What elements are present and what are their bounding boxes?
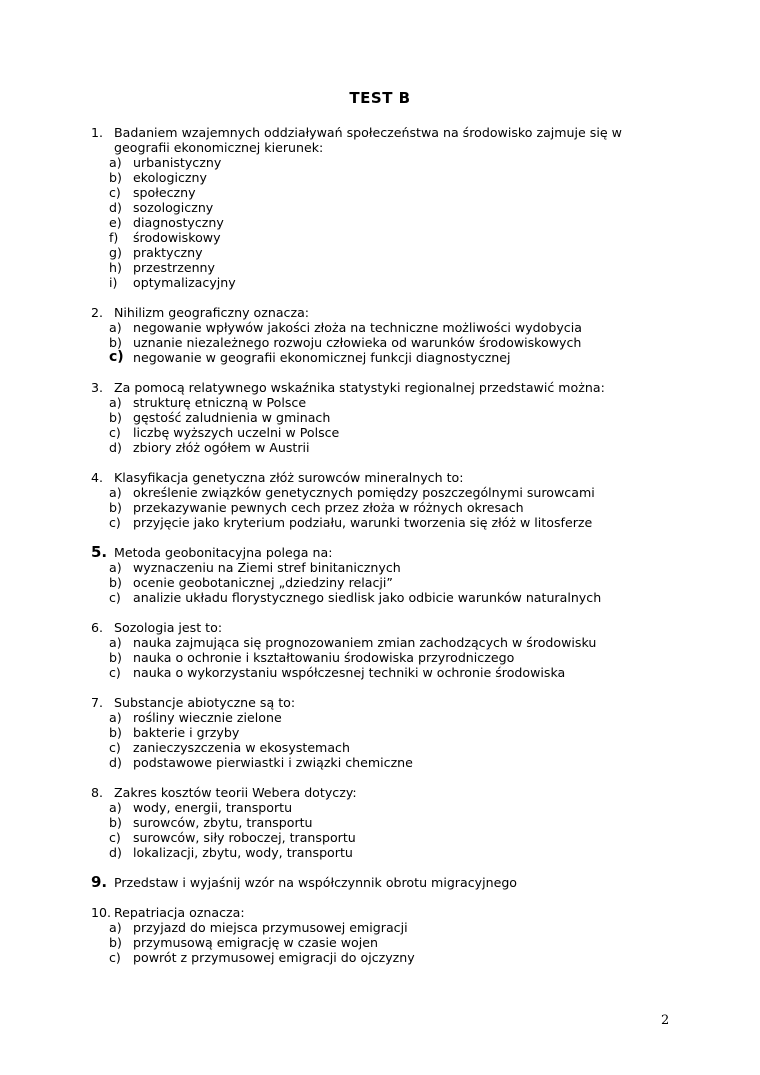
option-letter: c) <box>109 515 121 530</box>
option-letter: e) <box>109 215 122 230</box>
option-text: sozologiczny <box>133 200 214 215</box>
question-line <box>91 545 651 560</box>
answer-option <box>91 920 651 935</box>
option-letter: c) <box>109 830 121 845</box>
option-letter: f) <box>109 230 119 245</box>
question-number: 6. <box>91 620 104 635</box>
option-letter: a) <box>109 320 122 335</box>
question-text: Za pomocą relatywnego wskaźnika statystyki regionalnej przedstawić można: <box>114 380 605 395</box>
answer-option <box>91 725 651 740</box>
option-text: urbanistyczny <box>133 155 222 170</box>
question-line <box>91 305 651 320</box>
page-number: 2 <box>661 1013 670 1028</box>
question-line <box>91 620 651 635</box>
option-letter: c) <box>109 185 121 200</box>
option-text: przyjazd do miejsca przymusowej emigracji <box>133 920 408 935</box>
option-letter: a) <box>109 485 122 500</box>
option-text: powrót z przymusowej emigracji do ojczyzny <box>133 950 415 965</box>
question-line <box>91 875 651 890</box>
option-letter: c) <box>109 950 121 965</box>
answer-option <box>91 575 651 590</box>
question-text: Klasyfikacja genetyczna złóż surowców mineralnych to: <box>114 470 464 485</box>
question-text: Przedstaw i wyjaśnij wzór na współczynnik obrotu migracyjnego <box>114 875 518 890</box>
answer-option <box>91 710 651 725</box>
option-text: podstawowe pierwiastki i związki chemiczne <box>133 755 413 770</box>
question <box>91 545 651 605</box>
option-text: lokalizacji, zbytu, wody, transportu <box>133 845 353 860</box>
question-text: Metoda geobonitacyjna polega na: <box>114 545 333 560</box>
question <box>91 470 651 530</box>
question-number: 1. <box>91 125 104 140</box>
question-line <box>91 785 651 800</box>
option-letter: a) <box>109 560 122 575</box>
option-letter: b) <box>109 575 122 590</box>
answer-option <box>91 845 651 860</box>
question-number: 3. <box>91 380 104 395</box>
option-text: optymalizacyjny <box>133 275 236 290</box>
question <box>91 785 651 860</box>
question-number: 10. <box>91 905 112 920</box>
question <box>91 305 651 365</box>
option-text: praktyczny <box>133 245 203 260</box>
answer-option <box>91 320 651 335</box>
answer-option <box>91 560 651 575</box>
question <box>91 620 651 680</box>
option-text: rośliny wiecznie zielone <box>133 710 282 725</box>
option-text: nauka zajmująca się prognozowaniem zmian zachodzących w środowisku <box>133 635 597 650</box>
answer-option <box>91 635 651 650</box>
answer-option <box>91 515 651 530</box>
question <box>91 905 651 965</box>
answer-option <box>91 935 651 950</box>
option-text: diagnostyczny <box>133 215 224 230</box>
answer-option <box>91 950 651 965</box>
option-letter: c) <box>109 665 121 680</box>
option-text: liczbę wyższych uczelni w Polsce <box>133 425 340 440</box>
answer-option <box>91 410 651 425</box>
answer-option <box>91 815 651 830</box>
option-letter: i) <box>109 275 118 290</box>
answer-option <box>91 800 651 815</box>
answer-option <box>91 185 651 200</box>
question-number: 9. <box>91 873 108 891</box>
option-text: ocenie geobotanicznej „dziedziny relacji” <box>133 575 393 590</box>
answer-option <box>91 335 651 350</box>
answer-option <box>91 170 651 185</box>
answer-option <box>91 590 651 605</box>
question-text: Repatriacja oznacza: <box>114 905 245 920</box>
answer-option <box>91 155 651 170</box>
option-text: bakterie i grzyby <box>133 725 240 740</box>
option-text: ekologiczny <box>133 170 207 185</box>
question <box>91 380 651 455</box>
answer-option <box>91 200 651 215</box>
option-letter: a) <box>109 155 122 170</box>
option-letter: h) <box>109 260 122 275</box>
option-text: negowanie w geografii ekonomicznej funkcji diagnostycznej <box>133 350 511 365</box>
question-text: Substancje abiotyczne są to: <box>114 695 296 710</box>
option-letter: b) <box>109 500 122 515</box>
question <box>91 695 651 770</box>
answer-option <box>91 260 651 275</box>
option-text: nauka o ochronie i kształtowaniu środowiska przyrodniczego <box>133 650 515 665</box>
answer-option <box>91 650 651 665</box>
option-text: przekazywanie pewnych cech przez złoża w różnych okresach <box>133 500 524 515</box>
answer-option <box>91 740 651 755</box>
option-text: surowców, zbytu, transportu <box>133 815 313 830</box>
option-letter: g) <box>109 245 122 260</box>
question-number: 2. <box>91 305 104 320</box>
option-letter: b) <box>109 815 122 830</box>
question-text: Zakres kosztów teorii Webera dotyczy: <box>114 785 357 800</box>
option-text: nauka o wykorzystaniu współczesnej techniki w ochronie środowiska <box>133 665 566 680</box>
option-letter: d) <box>109 845 122 860</box>
question-text: Sozologia jest to: <box>114 620 223 635</box>
option-text: surowców, siły roboczej, transportu <box>133 830 356 845</box>
option-letter: a) <box>109 920 122 935</box>
option-letter: c) <box>109 590 121 605</box>
answer-option <box>91 425 651 440</box>
answer-option <box>91 395 651 410</box>
answer-option <box>91 215 651 230</box>
option-text: określenie związków genetycznych pomiędzy poszczególnymi surowcami <box>133 485 595 500</box>
question-number: 4. <box>91 470 104 485</box>
option-letter: a) <box>109 635 122 650</box>
answer-option <box>91 275 651 290</box>
answer-option <box>91 755 651 770</box>
option-letter: d) <box>109 440 122 455</box>
option-text: przestrzenny <box>133 260 215 275</box>
question-text: Nihilizm geograficzny oznacza: <box>114 305 310 320</box>
answer-option <box>91 230 651 245</box>
question-number: 8. <box>91 785 104 800</box>
option-text: środowiskowy <box>133 230 221 245</box>
option-letter: a) <box>109 800 122 815</box>
option-letter: a) <box>109 710 122 725</box>
option-letter: a) <box>109 395 122 410</box>
answer-option <box>91 485 651 500</box>
answer-option <box>91 245 651 260</box>
question-text: Badaniem wzajemnych oddziaływań społeczeństwa na środowisko zajmuje się w geografii ekonomicznej kierunek: <box>114 125 622 155</box>
answer-option <box>91 665 651 680</box>
option-letter: b) <box>109 170 122 185</box>
option-letter: b) <box>109 410 122 425</box>
question-list <box>91 125 651 980</box>
option-letter: c) <box>109 740 121 755</box>
option-text: przymusową emigrację w czasie wojen <box>133 935 378 950</box>
option-text: strukturę etniczną w Polsce <box>133 395 307 410</box>
question-line <box>91 470 651 485</box>
option-text: zbiory złóż ogółem w Austrii <box>133 440 310 455</box>
option-letter: b) <box>109 650 122 665</box>
option-text: analizie układu florystycznego siedlisk jako odbicie warunków naturalnych <box>133 590 602 605</box>
option-letter: d) <box>109 200 122 215</box>
option-letter: d) <box>109 755 122 770</box>
option-letter: b) <box>109 725 122 740</box>
option-text: gęstość zaludnienia w gminach <box>133 410 331 425</box>
answer-option <box>91 500 651 515</box>
option-text: przyjęcie jako kryterium podziału, warunki tworzenia się złóż w litosferze <box>133 515 593 530</box>
option-text: zanieczyszczenia w ekosystemach <box>133 740 350 755</box>
option-text: negowanie wpływów jakości złoża na techniczne możliwości wydobycia <box>133 320 582 335</box>
option-text: wody, energii, transportu <box>133 800 293 815</box>
question-number: 7. <box>91 695 104 710</box>
question-line <box>91 905 651 920</box>
page-title: TEST B <box>349 89 411 107</box>
question-line <box>91 125 651 155</box>
option-text: uznanie niezależnego rozwoju człowieka od warunków środowiskowych <box>133 335 582 350</box>
answer-option <box>91 440 651 455</box>
answer-option <box>91 350 651 365</box>
question-line <box>91 695 651 710</box>
question <box>91 125 651 290</box>
option-letter: b) <box>109 335 122 350</box>
option-text: społeczny <box>133 185 196 200</box>
answer-option <box>91 830 651 845</box>
option-letter: c) <box>109 349 124 365</box>
option-letter: c) <box>109 425 121 440</box>
option-letter: b) <box>109 935 122 950</box>
question-number: 5. <box>91 543 108 561</box>
question-line <box>91 380 651 395</box>
question <box>91 875 651 890</box>
option-text: wyznaczeniu na Ziemi stref binitanicznych <box>133 560 401 575</box>
